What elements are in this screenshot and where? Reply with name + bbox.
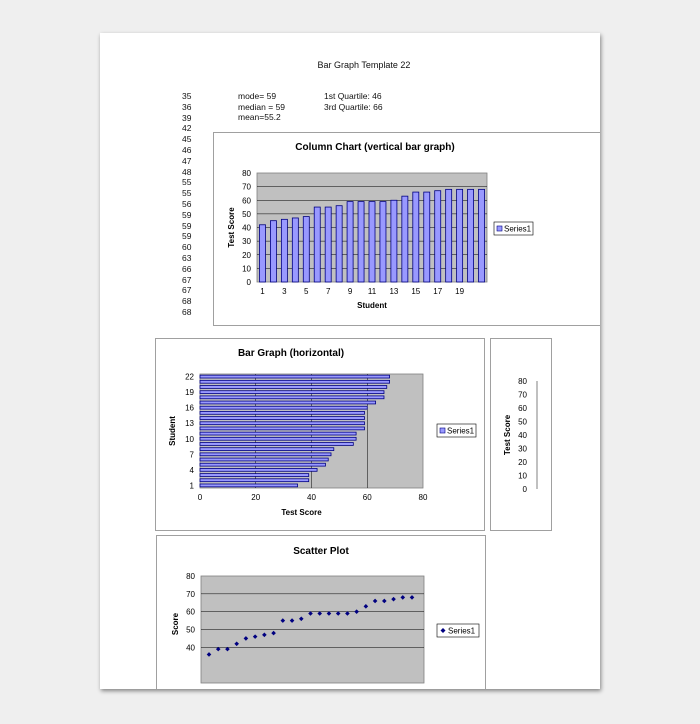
score-item: 67 xyxy=(182,285,192,296)
x-tick-label: 20 xyxy=(251,493,261,502)
bar xyxy=(446,189,452,282)
score-item: 59 xyxy=(182,231,192,242)
x-tick-label: 5 xyxy=(304,287,309,296)
bar xyxy=(336,206,342,282)
y-tick-label: 0 xyxy=(246,278,251,287)
y-tick-label: 0 xyxy=(522,485,527,494)
y-axis-label: Test Score xyxy=(227,207,236,248)
x-tick-label: 7 xyxy=(325,287,331,296)
score-item: 55 xyxy=(182,188,192,199)
bar xyxy=(200,474,309,477)
y-tick-label: 70 xyxy=(518,390,527,400)
stat-median: median = 59 xyxy=(238,102,286,112)
bar xyxy=(200,417,364,420)
bar xyxy=(292,218,298,282)
horizontal-chart-box xyxy=(155,338,485,531)
partial-chart-box xyxy=(490,338,552,531)
bar xyxy=(457,189,463,282)
score-item: 35 xyxy=(182,91,192,101)
stat-first-quartile: 1st Quartile: 46 xyxy=(324,91,382,101)
bar xyxy=(200,437,356,440)
score-item: 59 xyxy=(182,209,192,220)
score-list xyxy=(182,91,191,318)
y-tick-label: 50 xyxy=(242,209,251,219)
y-tick-label: 10 xyxy=(242,264,251,274)
x-tick-label: 11 xyxy=(367,287,377,296)
legend-label: Series1 xyxy=(448,626,476,636)
scatter-chart xyxy=(157,536,485,689)
scatter-chart-box xyxy=(156,535,486,689)
x-tick-label: 17 xyxy=(433,287,443,296)
bar xyxy=(200,463,325,466)
x-tick-label: 0 xyxy=(197,493,203,502)
bar xyxy=(303,217,309,282)
score-item: 47 xyxy=(182,155,192,166)
horizontal-bar-chart xyxy=(156,339,484,530)
y-tick-label: 60 xyxy=(186,607,195,617)
bar xyxy=(402,196,408,282)
bar xyxy=(200,396,384,399)
y-tick-label: 7 xyxy=(189,450,194,460)
score-item: 68 xyxy=(182,306,192,317)
score-item: 59 xyxy=(182,220,192,231)
y-tick-label: 10 xyxy=(518,471,527,481)
y-tick-label: 4 xyxy=(189,465,194,475)
y-tick-label: 60 xyxy=(242,196,251,206)
score-item: 36 xyxy=(182,101,192,112)
y-axis-label: Test Score xyxy=(503,414,512,456)
x-tick-label: 3 xyxy=(282,287,287,296)
y-tick-label: 50 xyxy=(518,417,527,427)
x-tick-label: 40 xyxy=(307,493,316,502)
chart-title: Scatter Plot xyxy=(293,546,349,557)
bar xyxy=(413,192,419,282)
x-tick-label: 13 xyxy=(389,287,399,296)
y-axis-label: Score xyxy=(171,612,180,636)
bar xyxy=(200,443,353,446)
y-tick-label: 80 xyxy=(242,169,251,178)
bar xyxy=(325,207,331,282)
x-tick-label: 1 xyxy=(260,287,265,296)
bar xyxy=(200,453,331,456)
bar xyxy=(200,386,387,389)
y-axis-label: Student xyxy=(168,416,177,446)
score-item: 45 xyxy=(182,134,192,145)
bar xyxy=(200,380,390,383)
bar xyxy=(200,432,356,435)
bar xyxy=(200,448,334,451)
bar xyxy=(314,207,320,282)
bar xyxy=(479,189,485,282)
bar xyxy=(200,427,364,430)
stat-third-quartile: 3rd Quartile: 66 xyxy=(324,102,383,112)
y-tick-label: 80 xyxy=(518,377,527,386)
bar xyxy=(200,391,384,394)
y-tick-label: 13 xyxy=(185,419,194,429)
y-tick-label: 40 xyxy=(186,643,195,653)
legend-swatch xyxy=(440,428,445,433)
y-tick-label: 40 xyxy=(242,223,251,233)
y-tick-label: 30 xyxy=(518,444,527,454)
bar xyxy=(347,202,353,282)
bar xyxy=(200,411,364,414)
score-item: 63 xyxy=(182,252,192,263)
x-tick-label: 9 xyxy=(347,287,353,296)
chart-title: Bar Graph (horizontal) xyxy=(237,348,345,359)
column-chart-box xyxy=(213,132,600,326)
y-tick-label: 70 xyxy=(186,589,195,599)
legend-label: Series1 xyxy=(504,224,532,234)
x-axis-label: Student xyxy=(357,301,387,310)
x-tick-label: 60 xyxy=(362,493,372,502)
bar xyxy=(200,484,298,487)
bar xyxy=(259,225,265,282)
score-item: 68 xyxy=(182,296,192,307)
score-item: 48 xyxy=(182,166,192,177)
y-tick-label: 40 xyxy=(518,431,527,440)
bar xyxy=(200,458,328,461)
y-tick-label: 30 xyxy=(242,237,251,247)
x-axis-label: Test Score xyxy=(281,508,322,517)
chart-title: Column Chart (vertical bar graph) xyxy=(295,142,455,153)
x-tick-label: 80 xyxy=(418,493,428,502)
stat-mode: mode= 59 xyxy=(238,91,277,101)
x-tick-label: 15 xyxy=(411,287,421,296)
score-item: 66 xyxy=(182,263,192,274)
bar xyxy=(281,219,287,282)
y-tick-label: 22 xyxy=(185,372,194,382)
y-tick-label: 50 xyxy=(186,625,195,635)
y-tick-label: 70 xyxy=(242,182,251,192)
y-tick-label: 80 xyxy=(186,572,195,581)
y-tick-label: 20 xyxy=(242,250,251,260)
score-item: 67 xyxy=(182,274,192,285)
bar xyxy=(435,191,441,282)
bar xyxy=(270,221,276,282)
y-tick-label: 1 xyxy=(189,481,194,491)
legend-swatch xyxy=(497,226,502,231)
bar xyxy=(424,192,430,282)
score-item: 60 xyxy=(182,242,192,253)
y-tick-label: 60 xyxy=(518,404,527,413)
bar xyxy=(200,468,317,471)
bar xyxy=(200,422,364,425)
stat-mean: mean=55.2 xyxy=(238,112,281,122)
bar xyxy=(369,202,375,282)
y-tick-label: 19 xyxy=(185,388,194,398)
bar xyxy=(200,479,309,482)
bar xyxy=(358,202,364,282)
bar xyxy=(380,202,386,282)
y-tick-label: 10 xyxy=(185,434,194,444)
column-chart xyxy=(214,133,600,325)
score-item: 55 xyxy=(182,177,192,188)
y-tick-label: 20 xyxy=(518,458,527,467)
y-tick-label: 16 xyxy=(185,403,194,413)
bar xyxy=(391,200,397,282)
score-item: 56 xyxy=(182,198,192,209)
partial-chart xyxy=(491,339,551,530)
bar xyxy=(200,375,390,378)
score-item: 46 xyxy=(182,144,192,155)
legend-label: Series1 xyxy=(447,426,475,436)
bar xyxy=(468,189,474,282)
document-page xyxy=(100,33,600,689)
bar xyxy=(200,401,376,404)
page-title: Bar Graph Template 22 xyxy=(317,60,411,70)
bar xyxy=(200,406,367,409)
score-item: 42 xyxy=(182,123,192,134)
score-item: 39 xyxy=(182,112,192,123)
x-tick-label: 19 xyxy=(455,287,465,296)
